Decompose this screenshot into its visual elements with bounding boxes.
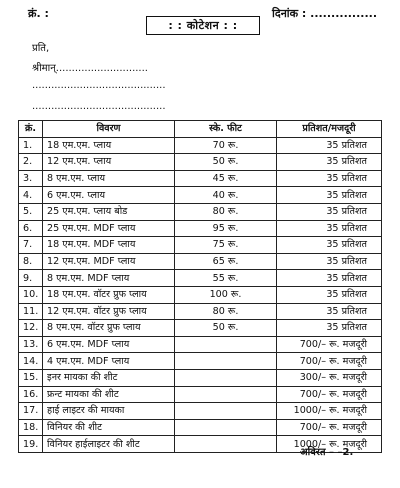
table-row	[19, 137, 382, 154]
description-cell: 6 एम.एम. MDF प्लाय	[43, 336, 175, 353]
sqft-cell	[175, 369, 277, 386]
description-cell: 4 एम.एम. MDF प्लाय	[43, 353, 175, 370]
sqft-cell	[175, 403, 277, 420]
serial-cell: 8.	[19, 253, 43, 270]
description-cell: हाई लाइटर की मायका	[43, 403, 175, 420]
serial-cell: 19.	[19, 436, 43, 453]
description-cell: 18 एम.एम. प्लाय	[43, 137, 175, 154]
rate-cell: 35 प्रतिशत	[277, 187, 382, 204]
serial-cell: 13.	[19, 336, 43, 353]
address-line-2: ..........................................	[32, 101, 166, 112]
rate-cell: 700/– रू. मजदूरी	[277, 353, 382, 370]
table-row	[19, 203, 382, 220]
table-row	[19, 303, 382, 320]
table-row	[19, 419, 382, 436]
table-row	[19, 403, 382, 420]
recipient-name-line: श्रीमान्.............................	[32, 63, 148, 74]
table-header-row	[19, 121, 382, 138]
rate-cell: 35 प्रतिशत	[277, 253, 382, 270]
table-row	[19, 237, 382, 254]
serial-cell: 11.	[19, 303, 43, 320]
quotation-table	[18, 120, 382, 453]
table-row	[19, 369, 382, 386]
sqft-cell: 80 रू.	[175, 203, 277, 220]
table-row	[19, 353, 382, 370]
column-header-serial: क्रं.	[19, 121, 43, 138]
recipient-prefix: प्रति,	[32, 43, 50, 54]
serial-cell: 2.	[19, 154, 43, 171]
sqft-cell: 75 रू.	[175, 237, 277, 254]
description-cell: 12 एम.एम. प्लाय	[43, 154, 175, 171]
date-label: दिनांक : ................	[272, 7, 378, 20]
description-cell: 25 एम.एम. MDF प्लाय	[43, 220, 175, 237]
rate-cell: 35 प्रतिशत	[277, 137, 382, 154]
description-cell: 12 एम.एम. वॉटर प्रुफ प्लाय	[43, 303, 175, 320]
description-cell: 18 एम.एम. वॉटर प्रुफ प्लाय	[43, 286, 175, 303]
sqft-cell: 50 रू.	[175, 320, 277, 337]
rate-cell: 1000/– रू. मजदूरी	[277, 403, 382, 420]
description-cell: 18 एम.एम. MDF प्लाय	[43, 237, 175, 254]
description-cell: विनियर की शीट	[43, 419, 175, 436]
description-cell: 12 एम.एम. MDF प्लाय	[43, 253, 175, 270]
serial-cell: 16.	[19, 386, 43, 403]
serial-cell: 5.	[19, 203, 43, 220]
rate-cell: 700/– रू. मजदूरी	[277, 386, 382, 403]
description-cell: 8 एम.एम. प्लाय	[43, 170, 175, 187]
column-header-sqft: स्के. फीट	[175, 121, 277, 138]
table-row	[19, 170, 382, 187]
rate-cell: 35 प्रतिशत	[277, 320, 382, 337]
table-row	[19, 286, 382, 303]
serial-cell: 3.	[19, 170, 43, 187]
table-row	[19, 320, 382, 337]
description-cell: इनर मायका की शीट	[43, 369, 175, 386]
table-row	[19, 336, 382, 353]
sqft-cell: 45 रू.	[175, 170, 277, 187]
serial-cell: 10.	[19, 286, 43, 303]
rate-cell: 35 प्रतिशत	[277, 170, 382, 187]
sqft-cell: 50 रू.	[175, 154, 277, 171]
serial-cell: 17.	[19, 403, 43, 420]
description-cell: 8 एम.एम. MDF प्लाय	[43, 270, 175, 287]
rate-cell: 700/– रू. मजदूरी	[277, 419, 382, 436]
serial-cell: 14.	[19, 353, 43, 370]
rate-cell: 700/– रू. मजदूरी	[277, 336, 382, 353]
description-cell: फ्रन्ट मायका की शीट	[43, 386, 175, 403]
description-cell: 25 एम.एम. प्लाय बोड	[43, 203, 175, 220]
serial-cell: 6.	[19, 220, 43, 237]
description-cell: विनियर हाईलाइटर की शीट	[43, 436, 175, 453]
sqft-cell: 70 रू.	[175, 137, 277, 154]
description-cell: 6 एम.एम. प्लाय	[43, 187, 175, 204]
table-row	[19, 253, 382, 270]
table-row	[19, 386, 382, 403]
continued-note: अविरत – –2.	[300, 447, 354, 458]
table-row	[19, 270, 382, 287]
sqft-cell: 55 रू.	[175, 270, 277, 287]
serial-cell: 1.	[19, 137, 43, 154]
sqft-cell	[175, 436, 277, 453]
serial-cell: 4.	[19, 187, 43, 204]
column-header-description: विवरण	[43, 121, 175, 138]
sqft-cell	[175, 336, 277, 353]
column-header-rate: प्रतिशत/मजदूरी	[277, 121, 382, 138]
address-line-1: ..........................................	[32, 80, 166, 91]
rate-cell: 35 प्रतिशत	[277, 303, 382, 320]
sqft-cell: 65 रू.	[175, 253, 277, 270]
sqft-cell: 40 रू.	[175, 187, 277, 204]
serial-cell: 9.	[19, 270, 43, 287]
description-cell: 8 एम.एम. वॉटर प्रुफ प्लाय	[43, 320, 175, 337]
rate-cell: 35 प्रतिशत	[277, 220, 382, 237]
rate-cell: 300/– रू. मजदूरी	[277, 369, 382, 386]
sqft-cell: 95 रू.	[175, 220, 277, 237]
sqft-cell	[175, 386, 277, 403]
serial-number-label: क्रं. :	[28, 7, 49, 20]
rate-cell: 35 प्रतिशत	[277, 154, 382, 171]
serial-cell: 18.	[19, 419, 43, 436]
rate-cell: 1000/– रू. मजदूरी	[277, 436, 382, 453]
sqft-cell: 80 रू.	[175, 303, 277, 320]
table-row	[19, 220, 382, 237]
table-row	[19, 187, 382, 204]
rate-cell: 35 प्रतिशत	[277, 237, 382, 254]
sqft-cell	[175, 353, 277, 370]
rate-cell: 35 प्रतिशत	[277, 203, 382, 220]
document-title: : : कोटेशन : :	[146, 16, 260, 35]
table-row	[19, 154, 382, 171]
serial-cell: 7.	[19, 237, 43, 254]
serial-cell: 12.	[19, 320, 43, 337]
sqft-cell	[175, 419, 277, 436]
rate-cell: 35 प्रतिशत	[277, 286, 382, 303]
serial-cell: 15.	[19, 369, 43, 386]
sqft-cell: 100 रू.	[175, 286, 277, 303]
rate-cell: 35 प्रतिशत	[277, 270, 382, 287]
